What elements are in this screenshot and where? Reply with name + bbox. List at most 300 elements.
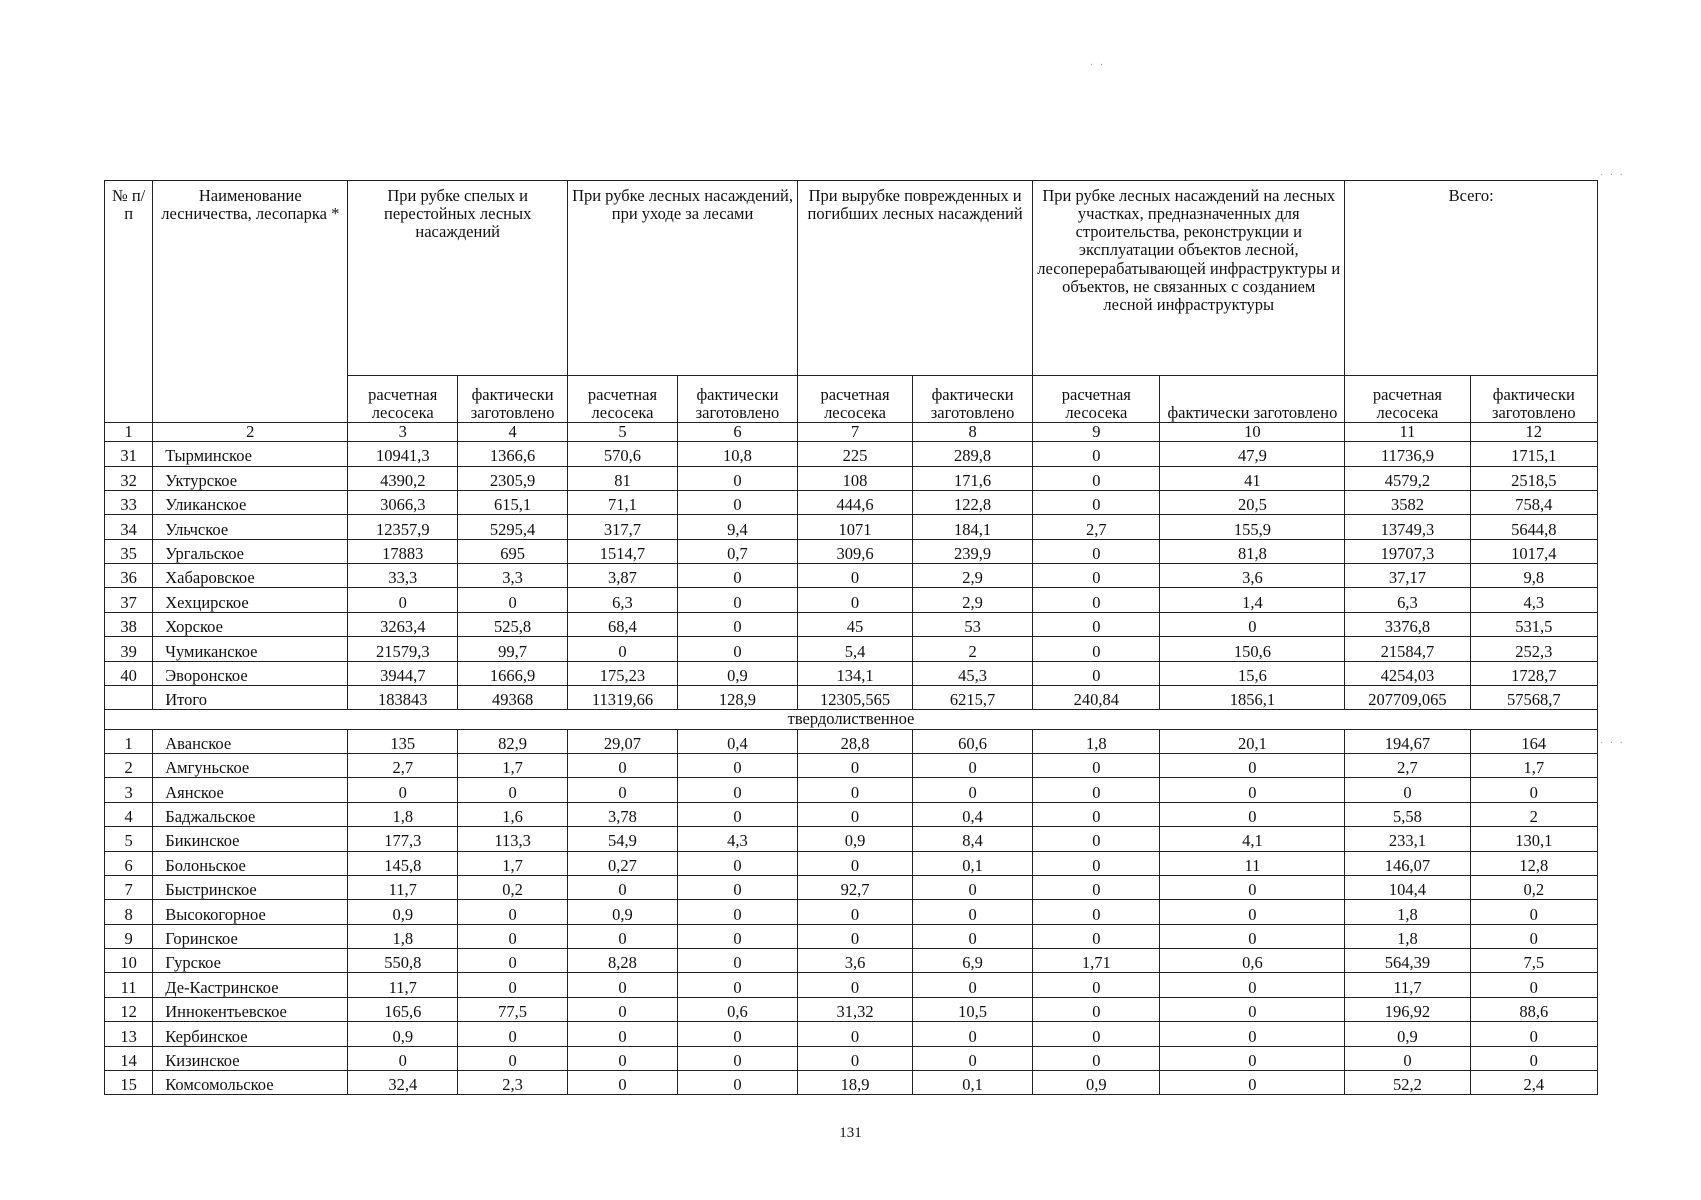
value-cell: 0 (677, 1071, 797, 1095)
table-row (105, 515, 1598, 539)
header-group-total: Всего: (1345, 181, 1598, 376)
value-cell: 4,3 (1470, 588, 1597, 612)
value-cell: 6,3 (1345, 588, 1470, 612)
row-number-cell: 1 (105, 729, 153, 753)
table-row (105, 539, 1598, 563)
forestry-name-cell: Чумиканское (153, 637, 348, 661)
value-cell: 135 (348, 729, 458, 753)
value-cell: 0 (1033, 997, 1160, 1021)
value-cell: 0 (798, 973, 913, 997)
row-number-cell: 32 (105, 466, 153, 490)
value-cell: 0 (458, 1046, 568, 1070)
value-cell: 0 (458, 973, 568, 997)
value-cell: 0 (798, 588, 913, 612)
value-cell: 0 (1345, 778, 1470, 802)
value-cell: 3,78 (568, 802, 678, 826)
value-cell: 1,8 (348, 802, 458, 826)
value-cell: 0 (568, 924, 678, 948)
value-cell: 0 (798, 851, 913, 875)
value-cell: 0,9 (568, 900, 678, 924)
value-cell: 0 (568, 637, 678, 661)
value-cell: 1,6 (458, 802, 568, 826)
value-cell: 2,7 (1345, 753, 1470, 777)
forestry-name-cell: Кербинское (153, 1022, 348, 1046)
value-cell: 0 (798, 778, 913, 802)
value-cell: 0 (677, 802, 797, 826)
value-cell: 3,87 (568, 564, 678, 588)
value-cell: 2518,5 (1470, 466, 1597, 490)
value-cell: 21579,3 (348, 637, 458, 661)
table-row (105, 997, 1598, 1021)
value-cell: 0 (1033, 900, 1160, 924)
value-cell: 99,7 (458, 637, 568, 661)
value-cell: 7,5 (1470, 949, 1597, 973)
scan-speck: · · (1090, 60, 1106, 71)
value-cell: 49368 (458, 686, 568, 710)
value-cell: 0 (1470, 900, 1597, 924)
table-row (105, 661, 1598, 685)
forestry-name-cell: Кизинское (153, 1046, 348, 1070)
value-cell: 0 (677, 637, 797, 661)
value-cell: 54,9 (568, 827, 678, 851)
value-cell: 0 (677, 466, 797, 490)
value-cell: 0,9 (348, 900, 458, 924)
value-cell: 17883 (348, 539, 458, 563)
value-cell: 1,8 (1345, 924, 1470, 948)
value-cell: 0 (677, 588, 797, 612)
value-cell: 8,4 (913, 827, 1033, 851)
value-cell: 183843 (348, 686, 458, 710)
table-row (105, 466, 1598, 490)
value-cell: 0 (1033, 924, 1160, 948)
forestry-name-cell: Итого (153, 686, 348, 710)
value-cell: 289,8 (913, 442, 1033, 466)
value-cell: 2,9 (913, 588, 1033, 612)
value-cell: 1728,7 (1470, 661, 1597, 685)
column-number: 12 (1470, 423, 1597, 442)
value-cell: 33,3 (348, 564, 458, 588)
row-number-cell: 7 (105, 875, 153, 899)
table-row (105, 778, 1598, 802)
forestry-name-cell: Аянское (153, 778, 348, 802)
table-row (105, 490, 1598, 514)
value-cell: 1366,6 (458, 442, 568, 466)
subheader-fact: фактически заготовлено (677, 376, 797, 423)
value-cell: 3,3 (458, 564, 568, 588)
value-cell: 0 (798, 753, 913, 777)
forestry-name-cell: Комсомольское (153, 1071, 348, 1095)
row-number-cell: 35 (105, 539, 153, 563)
value-cell: 0 (913, 900, 1033, 924)
value-cell: 11,7 (348, 875, 458, 899)
value-cell: 57568,7 (1470, 686, 1597, 710)
value-cell: 18,9 (798, 1071, 913, 1095)
value-cell: 2 (1470, 802, 1597, 826)
value-cell: 1,8 (1345, 900, 1470, 924)
value-cell: 0 (1033, 466, 1160, 490)
column-number: 1 (105, 423, 153, 442)
value-cell: 615,1 (458, 490, 568, 514)
value-cell: 0 (1160, 1022, 1345, 1046)
value-cell: 53 (913, 612, 1033, 636)
header-row-groups (105, 181, 1598, 376)
value-cell: 1715,1 (1470, 442, 1597, 466)
value-cell: 0 (458, 778, 568, 802)
value-cell: 444,6 (798, 490, 913, 514)
value-cell: 0,9 (348, 1022, 458, 1046)
value-cell: 71,1 (568, 490, 678, 514)
value-cell: 0 (798, 564, 913, 588)
subheader-calc: расчетная лесосека (348, 376, 458, 423)
column-number: 8 (913, 423, 1033, 442)
value-cell: 1,8 (1033, 729, 1160, 753)
value-cell: 0 (798, 924, 913, 948)
forestry-name-cell: Быстринское (153, 875, 348, 899)
value-cell: 1,7 (1470, 753, 1597, 777)
value-cell: 0 (913, 753, 1033, 777)
forestry-name-cell: Высокогорное (153, 900, 348, 924)
value-cell: 92,7 (798, 875, 913, 899)
forestry-name-cell: Ульчское (153, 515, 348, 539)
table-row (105, 1022, 1598, 1046)
table-body-part2 (105, 729, 1598, 1095)
value-cell: 570,6 (568, 442, 678, 466)
value-cell: 0 (568, 778, 678, 802)
value-cell: 317,7 (568, 515, 678, 539)
value-cell: 11,7 (348, 973, 458, 997)
value-cell: 0 (677, 949, 797, 973)
value-cell: 0,4 (913, 802, 1033, 826)
value-cell: 19707,3 (1345, 539, 1470, 563)
table-row (105, 949, 1598, 973)
value-cell: 164 (1470, 729, 1597, 753)
forestry-name-cell: Хорское (153, 612, 348, 636)
value-cell: 0 (677, 924, 797, 948)
value-cell: 47,9 (1160, 442, 1345, 466)
value-cell: 0 (913, 924, 1033, 948)
value-cell: 0 (677, 612, 797, 636)
forestry-name-cell: Хехцирское (153, 588, 348, 612)
value-cell: 0 (1033, 612, 1160, 636)
section-row (105, 710, 1598, 729)
value-cell: 32,4 (348, 1071, 458, 1095)
value-cell: 0 (1470, 973, 1597, 997)
value-cell: 1017,4 (1470, 539, 1597, 563)
value-cell: 145,8 (348, 851, 458, 875)
table-row (105, 612, 1598, 636)
row-number-cell: 14 (105, 1046, 153, 1070)
value-cell: 155,9 (1160, 515, 1345, 539)
value-cell: 0 (677, 875, 797, 899)
page-number: 131 (839, 1125, 862, 1141)
table-body-part1 (105, 442, 1598, 710)
value-cell: 3944,7 (348, 661, 458, 685)
value-cell: 207709,065 (1345, 686, 1470, 710)
value-cell: 0 (677, 564, 797, 588)
subheader-calc: расчетная лесосека (798, 376, 913, 423)
value-cell: 0 (1033, 442, 1160, 466)
value-cell: 564,39 (1345, 949, 1470, 973)
value-cell: 5644,8 (1470, 515, 1597, 539)
value-cell: 81,8 (1160, 539, 1345, 563)
value-cell: 15,6 (1160, 661, 1345, 685)
row-number-cell: 15 (105, 1071, 153, 1095)
value-cell: 196,92 (1345, 997, 1470, 1021)
value-cell: 0,7 (677, 539, 797, 563)
row-number-cell: 13 (105, 1022, 153, 1046)
value-cell: 0 (677, 900, 797, 924)
value-cell: 4254,03 (1345, 661, 1470, 685)
column-number: 5 (568, 423, 678, 442)
value-cell: 0 (798, 1022, 913, 1046)
value-cell: 77,5 (458, 997, 568, 1021)
value-cell: 171,6 (913, 466, 1033, 490)
value-cell: 758,4 (1470, 490, 1597, 514)
value-cell: 0 (1470, 778, 1597, 802)
forestry-name-cell: Горинское (153, 924, 348, 948)
value-cell: 0 (1033, 1046, 1160, 1070)
value-cell: 0 (913, 1046, 1033, 1070)
value-cell: 252,3 (1470, 637, 1597, 661)
value-cell: 225 (798, 442, 913, 466)
column-number: 2 (153, 423, 348, 442)
value-cell: 0 (568, 997, 678, 1021)
value-cell: 0 (568, 1071, 678, 1095)
value-cell: 122,8 (913, 490, 1033, 514)
column-number: 9 (1033, 423, 1160, 442)
table-row (105, 686, 1598, 710)
value-cell: 0 (1033, 1022, 1160, 1046)
value-cell: 52,2 (1345, 1071, 1470, 1095)
value-cell: 0 (1160, 778, 1345, 802)
value-cell: 4,3 (677, 827, 797, 851)
value-cell: 1856,1 (1160, 686, 1345, 710)
value-cell: 0 (1160, 1046, 1345, 1070)
value-cell: 10,8 (677, 442, 797, 466)
value-cell: 0,4 (677, 729, 797, 753)
table-row (105, 851, 1598, 875)
table-row (105, 924, 1598, 948)
row-number-cell: 40 (105, 661, 153, 685)
value-cell: 0 (568, 973, 678, 997)
value-cell: 20,5 (1160, 490, 1345, 514)
table-row (105, 442, 1598, 466)
value-cell: 9,4 (677, 515, 797, 539)
value-cell: 0 (1160, 973, 1345, 997)
value-cell: 0,9 (1033, 1071, 1160, 1095)
value-cell: 4390,2 (348, 466, 458, 490)
subheader-fact: фактически заготовлено (458, 376, 568, 423)
value-cell: 1,8 (348, 924, 458, 948)
value-cell: 0 (458, 924, 568, 948)
value-cell: 6215,7 (913, 686, 1033, 710)
row-number-cell: 3 (105, 778, 153, 802)
value-cell: 0 (1160, 1071, 1345, 1095)
value-cell: 0 (1160, 900, 1345, 924)
value-cell: 3,6 (1160, 564, 1345, 588)
column-number: 10 (1160, 423, 1345, 442)
value-cell: 12305,565 (798, 686, 913, 710)
row-number-cell: 12 (105, 997, 153, 1021)
row-number-cell: 5 (105, 827, 153, 851)
row-number-cell: 38 (105, 612, 153, 636)
row-number-cell: 9 (105, 924, 153, 948)
value-cell: 12357,9 (348, 515, 458, 539)
table-row (105, 802, 1598, 826)
value-cell: 0 (1160, 875, 1345, 899)
column-number: 7 (798, 423, 913, 442)
table-row (105, 564, 1598, 588)
value-cell: 10,5 (913, 997, 1033, 1021)
value-cell: 0 (1345, 1046, 1470, 1070)
value-cell: 150,6 (1160, 637, 1345, 661)
value-cell: 3066,3 (348, 490, 458, 514)
value-cell: 2,9 (913, 564, 1033, 588)
value-cell: 0 (1470, 1022, 1597, 1046)
value-cell: 3263,4 (348, 612, 458, 636)
value-cell: 1514,7 (568, 539, 678, 563)
value-cell: 0 (1033, 973, 1160, 997)
table-row (105, 1071, 1598, 1095)
value-cell: 0 (1033, 539, 1160, 563)
row-number-cell: 11 (105, 973, 153, 997)
column-number: 3 (348, 423, 458, 442)
value-cell: 60,6 (913, 729, 1033, 753)
row-number-cell: 39 (105, 637, 153, 661)
value-cell: 37,17 (1345, 564, 1470, 588)
header-forestry-name: Наименование лесничества, лесопарка * (153, 181, 348, 423)
forestry-name-cell: Ургальское (153, 539, 348, 563)
value-cell: 0 (913, 875, 1033, 899)
value-cell: 0 (798, 802, 913, 826)
forestry-name-cell: Иннокентьевское (153, 997, 348, 1021)
forestry-name-cell: Де-Кастринское (153, 973, 348, 997)
harvest-table (104, 180, 1598, 1095)
value-cell: 0 (1160, 612, 1345, 636)
value-cell: 0 (1033, 588, 1160, 612)
value-cell: 695 (458, 539, 568, 563)
value-cell: 88,6 (1470, 997, 1597, 1021)
value-cell: 0 (1160, 753, 1345, 777)
value-cell: 0 (913, 1022, 1033, 1046)
value-cell: 28,8 (798, 729, 913, 753)
value-cell: 175,23 (568, 661, 678, 685)
header-number: № п/п (105, 181, 153, 423)
value-cell: 11319,66 (568, 686, 678, 710)
value-cell: 0,27 (568, 851, 678, 875)
header-group-care-felling: При рубке лесных насаждений, при уходе за лесами (568, 181, 798, 376)
value-cell: 5,4 (798, 637, 913, 661)
section-divider (105, 710, 1598, 729)
value-cell: 130,1 (1470, 827, 1597, 851)
table-row (105, 900, 1598, 924)
forestry-name-cell: Аванское (153, 729, 348, 753)
row-number-cell: 33 (105, 490, 153, 514)
value-cell: 0 (798, 900, 913, 924)
column-number: 6 (677, 423, 797, 442)
value-cell: 0 (1033, 827, 1160, 851)
value-cell: 525,8 (458, 612, 568, 636)
column-number: 11 (1345, 423, 1470, 442)
value-cell: 550,8 (348, 949, 458, 973)
value-cell: 0,1 (913, 1071, 1033, 1095)
value-cell: 239,9 (913, 539, 1033, 563)
value-cell: 21584,7 (1345, 637, 1470, 661)
row-number-cell: 8 (105, 900, 153, 924)
value-cell: 3,6 (798, 949, 913, 973)
value-cell: 10941,3 (348, 442, 458, 466)
value-cell: 0 (1033, 778, 1160, 802)
value-cell: 128,9 (677, 686, 797, 710)
column-number: 4 (458, 423, 568, 442)
row-number-cell: 37 (105, 588, 153, 612)
value-cell: 0 (1033, 875, 1160, 899)
value-cell: 0 (348, 1046, 458, 1070)
value-cell: 12,8 (1470, 851, 1597, 875)
table-row (105, 1046, 1598, 1070)
value-cell: 1,7 (458, 753, 568, 777)
value-cell: 240,84 (1033, 686, 1160, 710)
value-cell: 134,1 (798, 661, 913, 685)
value-cell: 45,3 (913, 661, 1033, 685)
value-cell: 531,5 (1470, 612, 1597, 636)
value-cell: 0 (798, 1046, 913, 1070)
header-group-infrastructure-felling: При рубке лесных насаждений на лесных участках, предназначенных для строительства, реконструкции и эксплуатации объектов лесной, лесоперерабатывающей инфраструктуры и объектов, не связанных с созданием лесной инфраструктуры (1033, 181, 1345, 376)
value-cell: 233,1 (1345, 827, 1470, 851)
table-row (105, 827, 1598, 851)
value-cell: 0 (1033, 851, 1160, 875)
value-cell: 0 (1470, 1046, 1597, 1070)
value-cell: 41 (1160, 466, 1345, 490)
value-cell: 0,2 (458, 875, 568, 899)
row-number-cell: 6 (105, 851, 153, 875)
forestry-name-cell: Гурское (153, 949, 348, 973)
value-cell: 0 (568, 1046, 678, 1070)
value-cell: 0,2 (1470, 875, 1597, 899)
forestry-name-cell: Тырминское (153, 442, 348, 466)
forestry-name-cell: Болоньское (153, 851, 348, 875)
value-cell: 0 (1033, 802, 1160, 826)
value-cell: 6,9 (913, 949, 1033, 973)
value-cell: 0,6 (1160, 949, 1345, 973)
value-cell: 0 (677, 851, 797, 875)
value-cell: 0 (458, 900, 568, 924)
value-cell: 1,71 (1033, 949, 1160, 973)
value-cell: 0 (348, 588, 458, 612)
value-cell: 0 (913, 778, 1033, 802)
table-row (105, 729, 1598, 753)
table-row (105, 753, 1598, 777)
subheader-fact: фактически заготовлено (1160, 376, 1345, 423)
scan-speck: · · · (1600, 170, 1625, 181)
value-cell: 8,28 (568, 949, 678, 973)
value-cell: 3582 (1345, 490, 1470, 514)
value-cell: 0 (348, 778, 458, 802)
value-cell: 0,1 (913, 851, 1033, 875)
value-cell: 0 (1033, 753, 1160, 777)
forestry-name-cell: Эворонское (153, 661, 348, 685)
value-cell: 0 (1033, 661, 1160, 685)
value-cell: 0 (568, 753, 678, 777)
value-cell: 5,58 (1345, 802, 1470, 826)
row-number-cell (105, 686, 153, 710)
value-cell: 3376,8 (1345, 612, 1470, 636)
row-number-cell: 31 (105, 442, 153, 466)
value-cell: 1071 (798, 515, 913, 539)
row-number-cell: 2 (105, 753, 153, 777)
value-cell: 0 (1160, 802, 1345, 826)
scan-speck: · · · (1600, 738, 1625, 749)
